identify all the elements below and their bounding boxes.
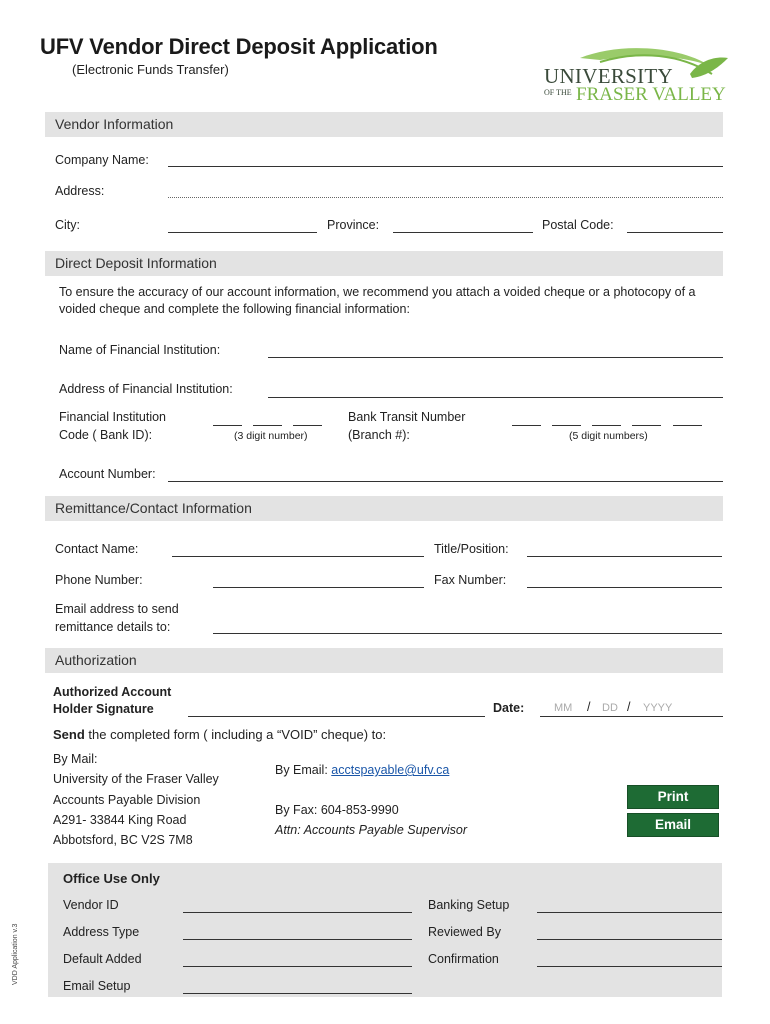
contact-name-field[interactable] bbox=[172, 556, 424, 557]
address-field[interactable] bbox=[168, 197, 723, 198]
phone-label: Phone Number: bbox=[55, 573, 143, 587]
deposit-info-header bbox=[45, 251, 723, 276]
payable-email-link[interactable]: acctspayable@ufv.ca bbox=[331, 763, 450, 777]
bank-id-digit-2[interactable] bbox=[253, 425, 282, 426]
transit-digit-4[interactable] bbox=[632, 425, 661, 426]
mail-line-4: A291- 33844 King Road bbox=[53, 813, 187, 827]
reviewed-by-field[interactable] bbox=[537, 939, 722, 940]
transit-digit-1[interactable] bbox=[512, 425, 541, 426]
account-number-field[interactable] bbox=[168, 481, 723, 482]
address-label: Address: bbox=[55, 184, 105, 198]
transit-label-2: (Branch #): bbox=[348, 428, 410, 442]
email-prefix: By Email: bbox=[275, 763, 332, 777]
transit-hint: (5 digit numbers) bbox=[569, 430, 648, 442]
logo-university-text: UNIVERSITY bbox=[544, 64, 673, 88]
title-position-label: Title/Position: bbox=[434, 542, 509, 556]
email-setup-field[interactable] bbox=[183, 993, 412, 994]
by-fax: By Fax: 604-853-9990 bbox=[275, 803, 399, 817]
signature-field[interactable] bbox=[188, 716, 485, 717]
address-type-field[interactable] bbox=[183, 939, 412, 940]
section-title: Authorization bbox=[55, 652, 137, 668]
send-bold: Send bbox=[53, 727, 85, 742]
vendor-id-label: Vendor ID bbox=[63, 898, 119, 912]
mail-line-2: University of the Fraser Valley bbox=[53, 772, 219, 786]
institution-name-label: Name of Financial Institution: bbox=[59, 343, 221, 357]
email-button[interactable]: Email bbox=[627, 813, 719, 837]
signature-label-2: Holder Signature bbox=[53, 702, 154, 716]
transit-digit-2[interactable] bbox=[552, 425, 581, 426]
mail-line-5: Abbotsford, BC V2S 7M8 bbox=[53, 833, 193, 847]
print-button[interactable]: Print bbox=[627, 785, 719, 809]
deposit-intro-line2: voided cheque and complete the following financial information: bbox=[59, 302, 410, 316]
institution-code-label-2: Code ( Bank ID): bbox=[59, 428, 153, 442]
section-title: Vendor Information bbox=[55, 116, 174, 132]
send-instructions bbox=[53, 727, 386, 742]
default-added-label: Default Added bbox=[63, 952, 142, 966]
banking-setup-label: Banking Setup bbox=[428, 898, 510, 912]
deposit-intro-line1: To ensure the accuracy of our account information, we recommend you attach a voided cheque or a photocopy of a bbox=[59, 285, 696, 299]
date-separator-2: / bbox=[627, 700, 631, 714]
logo-of-the-text: OF THE bbox=[544, 88, 572, 97]
postal-code-label: Postal Code: bbox=[542, 218, 614, 232]
remittance-info-header bbox=[45, 496, 723, 521]
bank-id-digit-3[interactable] bbox=[293, 425, 322, 426]
mail-line-1: By Mail: bbox=[53, 752, 98, 766]
province-label: Province: bbox=[327, 218, 380, 232]
vendor-id-field[interactable] bbox=[183, 912, 412, 913]
page-title: UFV Vendor Direct Deposit Application bbox=[40, 34, 438, 59]
transit-digit-3[interactable] bbox=[592, 425, 621, 426]
logo-fraser-valley-text: FRASER VALLEY bbox=[576, 84, 726, 105]
bank-id-hint: (3 digit number) bbox=[234, 430, 308, 442]
section-title: Remittance/Contact Information bbox=[55, 500, 252, 516]
vendor-info-header bbox=[45, 112, 723, 137]
version-label: VDD Application v.3 bbox=[12, 923, 19, 985]
signature-label-1: Authorized Account bbox=[53, 685, 172, 699]
confirmation-field[interactable] bbox=[537, 966, 722, 967]
company-name-label: Company Name: bbox=[55, 153, 149, 167]
date-yyyy-placeholder: YYYY bbox=[643, 702, 673, 714]
send-rest: the completed form ( including a “VOID” cheque) to: bbox=[84, 727, 387, 742]
transit-digit-5[interactable] bbox=[673, 425, 702, 426]
city-label: City: bbox=[55, 218, 80, 232]
by-email bbox=[275, 763, 449, 777]
date-label: Date: bbox=[493, 701, 525, 715]
email-setup-label: Email Setup bbox=[63, 979, 131, 993]
address-type-label: Address Type bbox=[63, 925, 140, 939]
fax-label: Fax Number: bbox=[434, 573, 507, 587]
mail-line-3: Accounts Payable Division bbox=[53, 793, 201, 807]
email-label-2: remittance details to: bbox=[55, 620, 171, 634]
reviewed-by-label: Reviewed By bbox=[428, 925, 501, 939]
institution-code-label-1: Financial Institution bbox=[59, 410, 167, 424]
page-subtitle: (Electronic Funds Transfer) bbox=[72, 62, 229, 77]
confirmation-label: Confirmation bbox=[428, 952, 499, 966]
postal-code-field[interactable] bbox=[627, 232, 723, 233]
date-field[interactable] bbox=[540, 716, 723, 717]
date-dd-placeholder: DD bbox=[602, 702, 618, 714]
fax-field[interactable] bbox=[527, 587, 722, 588]
date-mm-placeholder: MM bbox=[554, 702, 573, 714]
province-field[interactable] bbox=[393, 232, 533, 233]
contact-name-label: Contact Name: bbox=[55, 542, 139, 556]
account-number-label: Account Number: bbox=[59, 467, 156, 481]
phone-field[interactable] bbox=[213, 587, 424, 588]
institution-name-field[interactable] bbox=[268, 357, 723, 358]
company-name-field[interactable] bbox=[168, 166, 723, 167]
city-field[interactable] bbox=[168, 232, 317, 233]
ufv-logo bbox=[540, 44, 730, 108]
bank-id-digit-1[interactable] bbox=[213, 425, 242, 426]
title-position-field[interactable] bbox=[527, 556, 722, 557]
office-use-title: Office Use Only bbox=[63, 871, 160, 886]
remittance-email-field[interactable] bbox=[213, 633, 722, 634]
institution-address-label: Address of Financial Institution: bbox=[59, 382, 233, 396]
banking-setup-field[interactable] bbox=[537, 912, 722, 913]
authorization-header bbox=[45, 648, 723, 673]
institution-address-field[interactable] bbox=[268, 397, 723, 398]
transit-label-1: Bank Transit Number bbox=[348, 410, 466, 424]
date-separator-1: / bbox=[587, 700, 591, 714]
attn-line: Attn: Accounts Payable Supervisor bbox=[275, 823, 467, 837]
email-label-1: Email address to send bbox=[55, 602, 179, 616]
default-added-field[interactable] bbox=[183, 966, 412, 967]
section-title: Direct Deposit Information bbox=[55, 255, 217, 271]
